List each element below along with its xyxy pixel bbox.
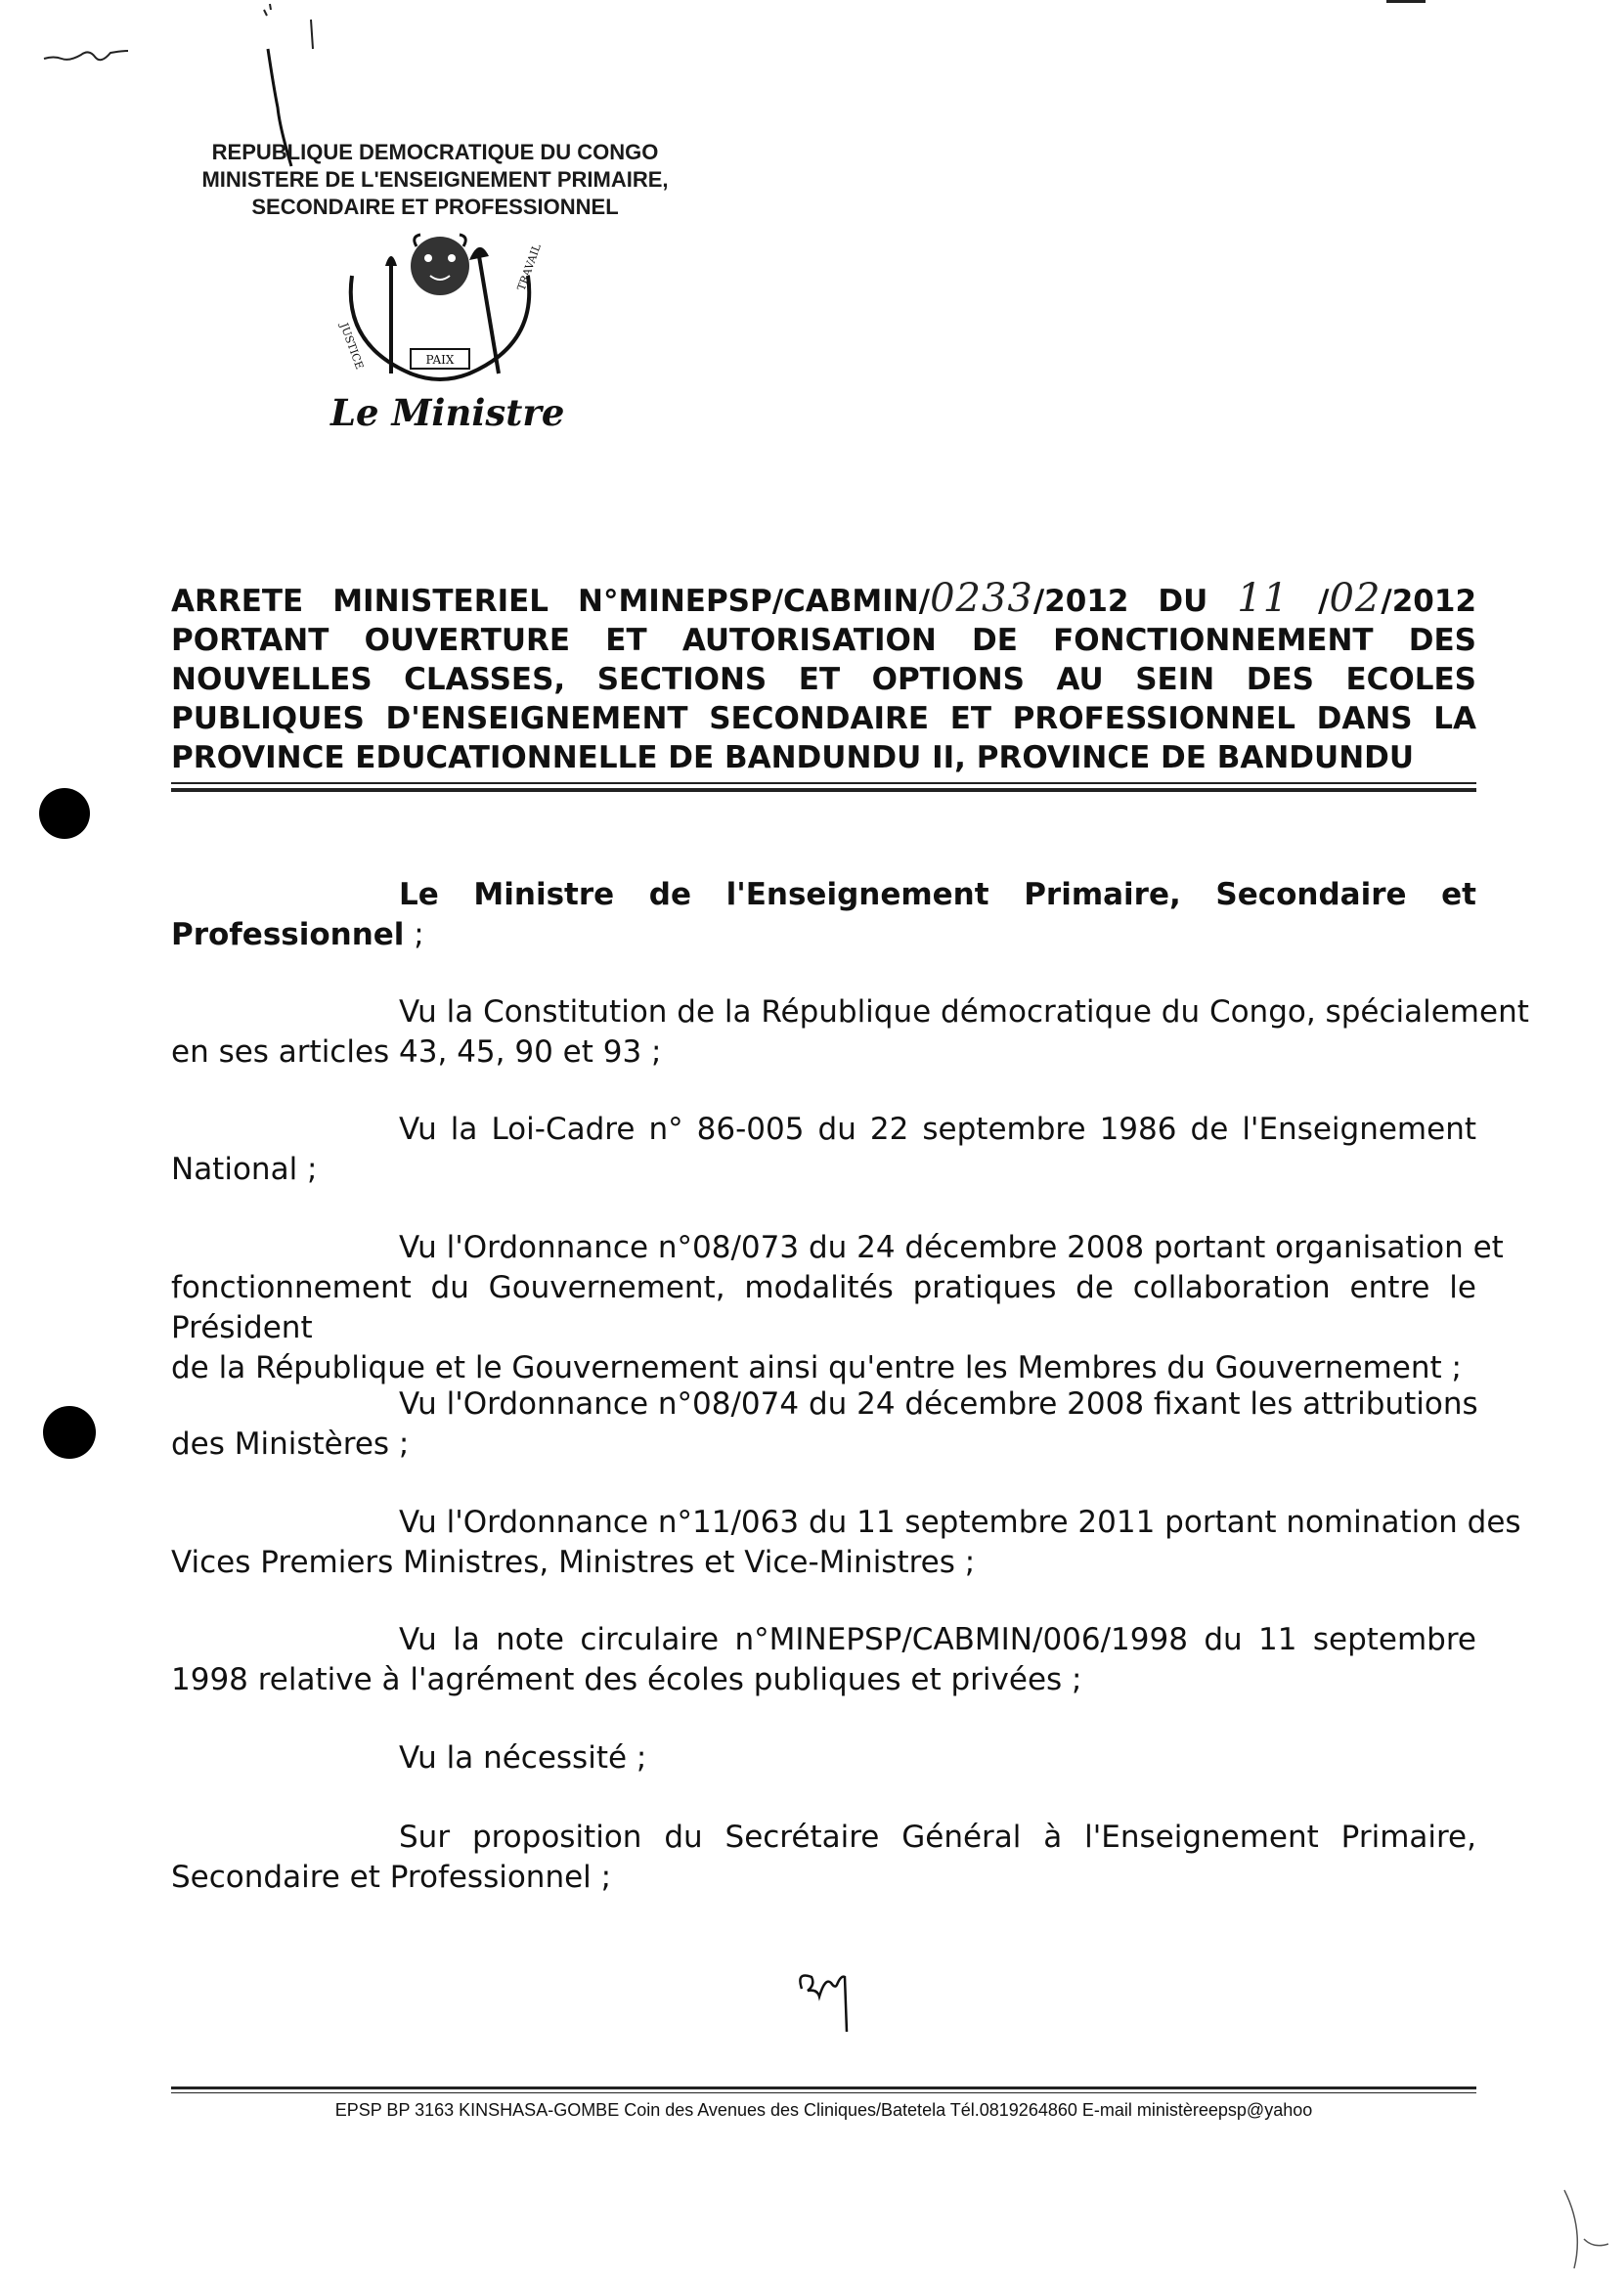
footer-rule-bottom xyxy=(171,2092,1476,2093)
handwritten-decree-number: 0233 xyxy=(930,576,1033,621)
svg-text:PAIX: PAIX xyxy=(425,353,455,367)
p6-first: Vu la note circulaire n°MINEPSP/CABMIN/006/1998 du 11 septembre xyxy=(399,1622,1476,1657)
title-line-1 xyxy=(171,576,1477,621)
p1-first: Vu la Constitution de la République démocratique du Congo, spécialement xyxy=(399,994,1529,1030)
signoff-le-ministre: Le Ministre xyxy=(330,391,565,434)
p5-rest: Vices Premiers Ministres, Ministres et Vice-Ministres ; xyxy=(171,1545,976,1580)
scan-hole-punch xyxy=(39,788,90,839)
vu-ordonnance-11-063 xyxy=(171,1503,1521,1583)
p3-rest2: de la République et le Gouvernement ainsi qu'entre les Membres du Gouvernement ; xyxy=(171,1350,1462,1385)
title-rule-top xyxy=(171,782,1476,784)
p5-first: Vu l'Ordonnance n°11/063 du 11 septembre 2011 portant nomination des xyxy=(399,1505,1521,1540)
intro-paragraph xyxy=(171,875,1476,955)
title-line-5: PROVINCE EDUCATIONNELLE DE BANDUNDU II, PROVINCE DE BANDUNDU xyxy=(171,740,1415,775)
p4-rest: des Ministères ; xyxy=(171,1427,410,1462)
p3-rest1: fonctionnement du Gouvernement, modalités pratiques de collaboration entre le Président xyxy=(171,1270,1476,1345)
vu-ordonnance-08-074 xyxy=(171,1384,1476,1465)
svg-text:JUSTICE: JUSTICE xyxy=(337,321,367,372)
p2-first: Vu la Loi-Cadre n° 86-005 du 22 septembre 1986 de l'Enseignement xyxy=(399,1112,1476,1147)
intro-tail: ; xyxy=(404,917,424,952)
vu-note-circulaire xyxy=(171,1620,1476,1700)
scan-edge-mark xyxy=(1386,0,1426,3)
p7: Vu la nécessité ; xyxy=(399,1740,647,1776)
vu-necessite xyxy=(171,1738,1476,1779)
title-line-2: PORTANT OUVERTURE ET AUTORISATION DE FONCTIONNEMENT DES xyxy=(171,623,1476,658)
title-decree-mid: /2012 DU xyxy=(1032,584,1238,619)
margin-scribble xyxy=(39,39,156,68)
p8-rest: Secondaire et Professionnel ; xyxy=(171,1860,612,1895)
title-decree-year: /2012 xyxy=(1381,584,1477,619)
handwritten-day: 11 xyxy=(1237,576,1290,621)
handwritten-month: 02 xyxy=(1329,576,1382,621)
title-rule-bottom xyxy=(171,788,1476,792)
title-decree-prefix: ARRETE MINISTERIEL N°MINEPSP/CABMIN/ xyxy=(171,584,931,619)
header-country: REPUBLIQUE DEMOCRATIQUE DU CONGO xyxy=(211,140,659,164)
svg-text:TRAVAIL: TRAVAIL xyxy=(514,242,544,293)
p3-first: Vu l'Ordonnance n°08/073 du 24 décembre 2008 portant organisation et xyxy=(399,1230,1504,1265)
intro-first-line: Le Ministre de l'Enseignement Primaire, Secondaire et xyxy=(399,877,1476,912)
vu-loi-cadre xyxy=(171,1110,1476,1190)
p1-rest: en ses articles 43, 45, 90 et 93 ; xyxy=(171,1034,662,1070)
header-ministry: MINISTERE DE L'ENSEIGNEMENT PRIMAIRE, xyxy=(201,167,669,192)
footer-address: EPSP BP 3163 KINSHASA-GOMBE Coin des Avenues des Cliniques/Batetela Tél.0819264860 E-mail ministèreepsp@yahoo xyxy=(334,2100,1313,2120)
vu-ordonnance-08-073 xyxy=(171,1228,1504,1388)
header-ministry-cont: SECONDAIRE ET PROFESSIONNEL xyxy=(251,195,619,219)
handwritten-initials xyxy=(794,1959,862,2047)
sur-proposition xyxy=(171,1818,1476,1898)
margin-scan-noise xyxy=(1555,2180,1613,2278)
coat-of-arms-emblem xyxy=(323,227,557,403)
p2-rest: National ; xyxy=(171,1152,318,1187)
intro-professionnel: Professionnel xyxy=(171,917,405,952)
p6-rest: 1998 relative à l'agrément des écoles publiques et privées ; xyxy=(171,1662,1082,1697)
p8-first: Sur proposition du Secrétaire Général à l'Enseignement Primaire, xyxy=(399,1820,1476,1855)
vu-constitution xyxy=(171,992,1529,1073)
decree-title xyxy=(171,576,1477,777)
title-line-4: PUBLIQUES D'ENSEIGNEMENT SECONDAIRE ET PROFESSIONNEL DANS LA xyxy=(171,701,1476,736)
p4-first: Vu l'Ordonnance n°08/074 du 24 décembre 2008 fixant les attributions xyxy=(399,1386,1478,1422)
footer-rule-top xyxy=(171,2086,1476,2089)
title-line-3: NOUVELLES CLASSES, SECTIONS ET OPTIONS AU SEIN DES ECOLES xyxy=(171,662,1476,697)
scan-hole-punch xyxy=(43,1406,96,1459)
title-date-separator: / xyxy=(1289,584,1330,619)
